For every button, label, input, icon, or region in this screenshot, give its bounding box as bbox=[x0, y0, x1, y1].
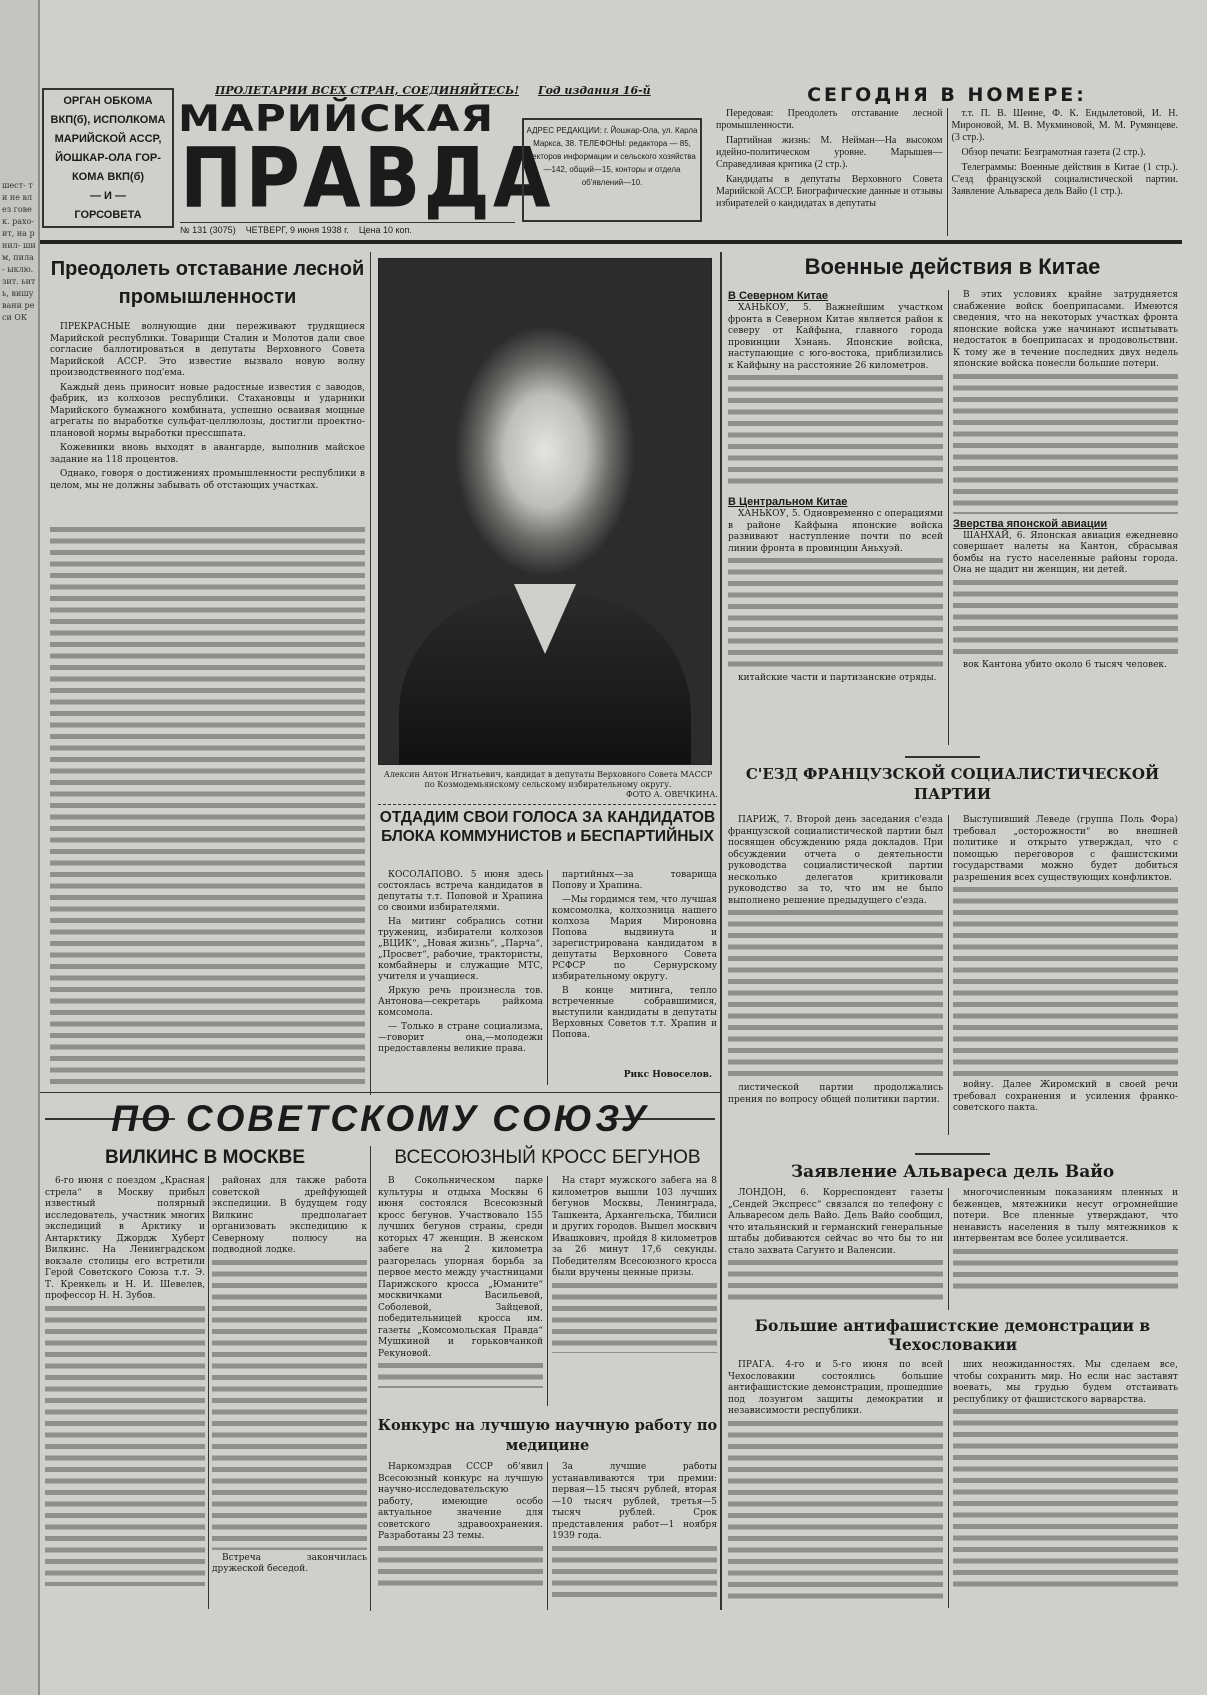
paragraph: районах для также работа советской дрейфующей экспедиции. В будущем году Вилкинс предполагает организовать экспедицию к Северному полюсу на подводной лодке. bbox=[212, 1176, 367, 1255]
today-item: Телеграммы: Военные действия в Китае (1 стр.). С'езд французской социалистической партии. Заявление Альвареса дель Вайо (1 стр.). bbox=[951, 162, 1178, 197]
paragraph: ХАНЬКОУ, 5. Одновременно с операциями в районе Кайфына японские войска развивают наступление почти по всей линии фронта в провинции Аньхуэй. bbox=[728, 509, 943, 554]
paragraph: Наркомздрав СССР об'явил Всесоюзный конкурс на лучшую научно-исследовательскую работу, имеющие особо актуальное значение для советского здравоохранения. Разработаны 23 темы. bbox=[378, 1462, 543, 1541]
text-continuation bbox=[728, 1260, 943, 1300]
wilkins-title: ВИЛКИНС В МОСКВЕ bbox=[104, 1147, 305, 1168]
organ-line: ГОРСОВЕТА bbox=[74, 209, 142, 221]
delvayo-col2 bbox=[953, 1188, 1178, 1313]
paragraph: войну. Далее Жиромский в своей речи требовал сохранения и усиления франко-советского пакта. bbox=[953, 1080, 1178, 1113]
caption-text: Алексин Антон Игнатьевич, кандидат в депутаты Верховного Совета МАССР по Козмодемьянскому сельскому избирательному округу. bbox=[383, 770, 713, 789]
cross-col1 bbox=[378, 1176, 543, 1411]
paragraph: ПАРИЖ, 7. Второй день заседания с'езда французской социалистической партии был посвящен обсуждению ряда докладов. При обсуждении отчета о деятельности руководства социалистической партии несколько делегатов критиковали руководство за то, что им не было выполнено решение предыдущего с'езда. bbox=[728, 815, 943, 906]
motto: ПРОЛЕТАРИИ ВСЕХ СТРАН, СОЕДИНЯЙТЕСЬ! bbox=[215, 84, 520, 97]
paragraph: —Мы гордимся тем, что лучшая комсомолка, колхозница нашего колхоза Мария Мироновна Попова выдвинута и зарегистрирована кандидатом в депутаты Верховного Совета РСФСР по Сернурскому избирательному округу. bbox=[552, 895, 717, 982]
votes-col2 bbox=[552, 870, 717, 1065]
today-item: Партийная жизнь: М. Нейман—На высоком идейно-политическом уровне. Марышев—Справедливая критика (2 стр.). bbox=[716, 135, 943, 170]
organ-line: МАРИЙСКОЙ АССР, bbox=[54, 133, 162, 145]
china-title: Военные действия в Китае bbox=[804, 254, 1101, 279]
text-continuation bbox=[728, 1421, 943, 1601]
text-continuation bbox=[45, 1306, 205, 1586]
subhead-central-china: В Центральном Китае bbox=[728, 496, 848, 508]
column-divider bbox=[720, 252, 722, 1610]
editorial-title: Преодолеть отставание лесной промышленности bbox=[50, 258, 365, 308]
masthead-rule bbox=[40, 240, 1182, 244]
paragraph: ХАНЬКОУ, 5. Важнейшим участком фронта в Северном Китае является район к северу от Кайфына, главного города провинции Хэнань. Японские войска, наступающие с юго-востока, приблизились к Кайфыну на расстояние 26 километров. bbox=[728, 303, 943, 371]
organ-line: — И — bbox=[89, 190, 127, 202]
paragraph: вок Кантона убито около 6 тысяч человек. bbox=[963, 659, 1167, 670]
text-continuation bbox=[552, 1283, 717, 1353]
wilkins-col1 bbox=[45, 1176, 205, 1611]
text-continuation bbox=[953, 887, 1178, 1077]
paragraph: — Только в стране социализма,—говорит она,—молодежи предоставлены великие права. bbox=[378, 1022, 543, 1054]
paragraph: многочисленным показаниям пленных и беженцев, мятежники несут огромнейшие потери. Все пленные утверждают, что ненависть населения в тылу мятежников к интервентам все более усиливается. bbox=[953, 1188, 1178, 1244]
paragraph: Однако, говоря о достижениях промышленности республики в целом, мы не должны забывать об отстающих участках. bbox=[50, 469, 365, 491]
france-col2 bbox=[953, 815, 1178, 1145]
china-col2 bbox=[953, 290, 1178, 750]
column-divider bbox=[547, 1462, 548, 1610]
china-col1 bbox=[728, 290, 943, 750]
subhead-north-china: В Северном Китае bbox=[728, 290, 829, 302]
divider bbox=[915, 1153, 990, 1155]
organ-box bbox=[42, 88, 174, 228]
cross-col2 bbox=[552, 1176, 717, 1411]
text-continuation bbox=[728, 558, 943, 673]
organ-line: ЙОШКАР-ОЛА ГОР- bbox=[55, 152, 161, 164]
newspaper-title-line2: ПРАВДА bbox=[180, 129, 554, 227]
paragraph: В Сокольническом парке культуры и отдыха Москвы 6 июня состоялся Всесоюзный кросс бегунов. Участвовало 155 лучших бегунов страны, среди которых 47 женщин. В женском забеге на 2 километра разгорелась упорная борьба за первое место между участницами Парижского кросса „Юманите“ москвичками Васильевой, Соболевой, Зайцевой, победительницей кросса им. газеты „Комсомольская Правда“ Мушкиной и горьковчанкой Рекуновой. bbox=[378, 1176, 543, 1359]
text-continuation bbox=[953, 374, 1178, 514]
text-continuation bbox=[378, 1363, 543, 1388]
paragraph: листической партии продолжались прения по вопросу общей политики партии. bbox=[728, 1083, 943, 1105]
newspaper-title-line1: МАРИЙСКАЯ bbox=[178, 96, 494, 140]
column-divider bbox=[948, 290, 949, 745]
paragraph: ших неожиданностях. Мы сделаем все, чтобы сохранить мир. Но если нас заставят воевать, мы грудью будем отстаивать республику от фашистского варварства. bbox=[953, 1360, 1178, 1405]
delvayo-title: Заявление Альвареса дель Вайо bbox=[790, 1162, 1115, 1182]
contest-title: Конкурс на лучшую научную работу по медицине bbox=[377, 1417, 718, 1454]
paragraph: КОСОЛАПОВО. 5 июня здесь состоялась встреча кандидатов в депутаты т.т. Поповой и Храпина со своими избирателями. bbox=[378, 870, 543, 913]
paragraph: Каждый день приносит новые радостные известия с заводов, фабрик, из колхозов республики. Стахановцы и ударники Марийского бумажного комбината, успешно осваивая мощные агрегаты по выработке сульфат-целлюлозы, достигли проектно-плановой нормы выработки прессшпата. bbox=[50, 382, 365, 439]
paragraph: ПРАГА. 4-го и 5-го июня по всей Чехословакии состоялись большие антифашистские демонстрации, прошедшие под лозунгом защиты демократии и независимости республики. bbox=[728, 1360, 943, 1416]
paragraph: За лучшие работы устанавливаются три премии: первая—15 тысяч рублей, вторая—10 тысяч рублей, третья—5 тысяч рублей. Срок представления работ—1 ноября 1939 года. bbox=[552, 1462, 717, 1541]
column-divider bbox=[948, 1360, 949, 1608]
paragraph: На митинг собрались сотни тружениц, избиратели колхозов „ВЦИК“, „Новая жизнь“, „Парча“, „Просвет“, рабочие, трактористы, комбайнеры и служащие МТС, учителя и учащиеся. bbox=[378, 917, 543, 982]
paragraph: ЛОНДОН, 6. Корреспондент газеты „Сендей Экспресс“ связался по телефону с Альваресом дель Вайо. Дель Вайо сообщил, что итальянский и германский генеральные штабы добиваются сейчас во что бы то ни стало захвата Сагунто и Валенсии. bbox=[728, 1188, 943, 1256]
text-continuation bbox=[212, 1260, 367, 1550]
paragraph: 6-го июня с поездом „Красная стрела“ в Москву прибыл известный полярный исследователь, участник многих экспедиций в Арктику и Антарктику Джордж Хуберт Вилкинс. На Ленинградском вокзале столицы его встретили Герой Советского Союза т.т. Э. Т. Кренкель и Н. И. Шевелев, профессор Н. Н. Зубов. bbox=[45, 1176, 205, 1301]
caption-rule bbox=[378, 804, 716, 805]
wilkins-col2 bbox=[212, 1176, 367, 1611]
paragraph: Кожевники вновь выходят в авангарде, выполнив майское задание на 118 процентов. bbox=[50, 443, 365, 465]
text-continuation bbox=[953, 1409, 1178, 1589]
column-divider bbox=[208, 1176, 209, 1609]
organ-line: КОМА ВКП(б) bbox=[71, 171, 145, 183]
delvayo-col1 bbox=[728, 1188, 943, 1313]
issue-number: № 131 (3075) bbox=[180, 225, 236, 235]
today-item: т.т. П. В. Шеине, Ф. К. Ендылетовой, И. Н. Мироновой, М. В. Мукминовой, М. М. Румянцеве. (3 стр.). bbox=[951, 108, 1178, 143]
subhead-japanese-aviation: Зверства японской авиации bbox=[953, 517, 1108, 530]
text-continuation bbox=[728, 910, 943, 1080]
paragraph: В этих условиях крайне затрудняется снабжение войск боеприпасами. Имеются сведения, что на некоторых участках фронта японские войска уже начинают испытывать недостаток в боеприпасах и продовольствии. К тому же в течение последних двух недель японские войска понесли большие потери. bbox=[953, 290, 1178, 369]
paragraph: В конце митинга, тепло встреченные собравшимися, выступили кандидаты в депутаты Верховных Советов т.т. Храпин и Попова. bbox=[552, 986, 717, 1040]
today-heading: СЕГОДНЯ В НОМЕРЕ: bbox=[807, 84, 1087, 106]
text-continuation bbox=[728, 375, 943, 490]
paragraph: китайские части и партизанские отряды. bbox=[738, 673, 937, 683]
today-contents bbox=[712, 108, 1182, 236]
text-continuation bbox=[953, 1249, 1178, 1294]
votes-byline: Рикс Новоселов. bbox=[623, 1070, 712, 1080]
contest-col1 bbox=[378, 1462, 543, 1612]
editorial-text-continuation bbox=[50, 527, 365, 1085]
edge-fragment-text: шест- ти не влез говек. рахо- ит, на рнил- шим, пила- ыклю. зит. ьить, вишу вани реси ОК bbox=[2, 181, 36, 322]
paragraph: Выступивший Леведе (группа Поль Фора) требовал „осторожности“ во внешней политике и открыто утверждал, что с помощью переговоров с фашистскими государствами можно будет добиться разрешения всех существующих конфликтов. bbox=[953, 815, 1178, 883]
paragraph: Яркую речь произнесла тов. Антонова—секретарь райкома комсомола. bbox=[378, 986, 543, 1018]
czech-col1 bbox=[728, 1360, 943, 1613]
year-of-publication: Год издания 16-й bbox=[538, 84, 651, 97]
photo-credit: ФОТО А. ОВЕЧКИНА. bbox=[626, 790, 718, 799]
votes-col1 bbox=[378, 870, 543, 1088]
column-divider bbox=[948, 1188, 949, 1310]
text-continuation bbox=[552, 1546, 717, 1601]
france-title: С'ЕЗД ФРАНЦУЗСКОЙ СОЦИАЛИСТИЧЕСКОЙ ПАРТИИ bbox=[745, 765, 1160, 803]
today-item: Кандидаты в депутаты Верховного Совета Марийской АССР. Биографические данные и отзывы избирателей о кандидатах в депутаты bbox=[716, 174, 943, 209]
paragraph: партийных—за товарища Попову и Храпина. bbox=[552, 870, 717, 891]
paragraph: ПРЕКРАСНЫЕ волнующие дни переживают трудящиеся Марийской республики. Товарищи Сталин и Молотов дали свое согласие баллотироваться в депутаты Верховного Совета Марийской АССР. Это известие вызвало новую волну производственного под'ема. bbox=[50, 322, 365, 378]
cross-title: ВСЕСОЮЗНЫЙ КРОСС БЕГУНОВ bbox=[394, 1147, 701, 1168]
column-divider bbox=[370, 1146, 371, 1611]
today-item: Передовая: Преодолеть отставание лесной промышленности. bbox=[716, 108, 943, 131]
contest-col2 bbox=[552, 1462, 717, 1612]
text-continuation bbox=[378, 1546, 543, 1586]
today-item: Обзор печати: Безграмотная газета (2 стр.). bbox=[961, 147, 1146, 158]
organ-line: ВКП(б), ИСПОЛКОМА bbox=[50, 114, 166, 126]
column-divider bbox=[547, 870, 548, 1085]
column-divider bbox=[370, 252, 371, 1095]
text-continuation bbox=[953, 580, 1178, 660]
soviet-section-title: ПО СОВЕТСКОМУ СОЮЗУ bbox=[111, 1098, 649, 1139]
czech-title: Большие антифашистские демонстрации в Чехословакии bbox=[754, 1316, 1151, 1354]
organ-line: ОРГАН ОБКОМА bbox=[63, 95, 153, 107]
france-col1 bbox=[728, 815, 943, 1145]
votes-title: ОТДАДИМ СВОИ ГОЛОСА ЗА КАНДИДАТОВ БЛОКА КОММУНИСТОВ и БЕСПАРТИЙНЫХ bbox=[379, 809, 716, 845]
column-divider bbox=[948, 815, 949, 1135]
section-rule bbox=[40, 1092, 720, 1093]
czech-col2 bbox=[953, 1360, 1178, 1613]
previous-page-edge bbox=[0, 0, 40, 1695]
paragraph: На старт мужского забега на 8 километров вышли 103 лучших бегунов Москвы, Ленинграда, Ташкента, Архангельска, Тбилиси и других городов. Вышел москвич Ивашкович, пройдя 8 километров за 26 минут 17,6 секунды. Победителям Всесоюзного кросса были вручены ценные призы. bbox=[552, 1176, 717, 1278]
editorial-address: АДРЕС РЕДАКЦИИ: г. Йошкар-Ола, ул. Карла Маркса, 38. ТЕЛЕФОНЫ: редактора — 85, секторов информации и сельского хозяйства—142, общий—15, конторы и отдела об'явлений—10. bbox=[522, 118, 702, 222]
issue-price: Цена 10 коп. bbox=[358, 225, 412, 235]
paragraph: Встреча закончилась дружеской беседой. bbox=[212, 1552, 367, 1574]
candidate-portrait-photo bbox=[378, 258, 712, 765]
dateline bbox=[180, 222, 515, 235]
column-divider bbox=[547, 1176, 548, 1406]
photo-caption bbox=[378, 770, 718, 800]
issue-date: ЧЕТВЕРГ, 9 июня 1938 г. bbox=[245, 225, 349, 235]
editorial-body bbox=[50, 322, 365, 522]
divider bbox=[905, 756, 980, 758]
paragraph: ШАНХАЙ, 6. Японская авиация ежедневно совершает налеты на Кантон, сбрасывая бомбы на густо населенные районы города. Она не щадит ни женщин, ни детей. bbox=[953, 530, 1178, 575]
